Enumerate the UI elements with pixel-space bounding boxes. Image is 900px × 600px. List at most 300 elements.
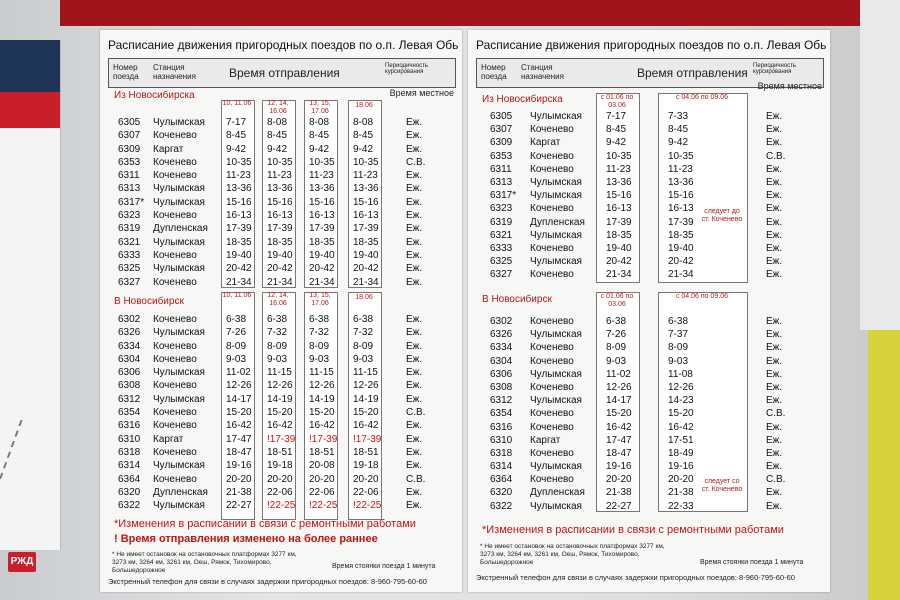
train-number: 6304 <box>490 355 513 367</box>
departure-time: !22-25 <box>309 500 338 512</box>
departure-time: 14-19 <box>353 393 379 405</box>
header-num: Номер поезда <box>113 63 139 81</box>
col-head: 10, 11.06 <box>222 292 252 299</box>
periodicity: Еж. <box>766 461 783 473</box>
departure-time: 16-42 <box>226 420 252 432</box>
table-row <box>100 341 462 354</box>
departure-time: !17-39 <box>267 433 296 445</box>
col-head: 10, 11.06 <box>222 100 252 107</box>
table-row <box>468 448 830 461</box>
train-number: 6310 <box>490 434 513 446</box>
table-row <box>100 277 462 290</box>
periodicity: Еж. <box>406 249 423 261</box>
departure-time: 9-42 <box>226 143 247 155</box>
left-sign-red-band <box>0 92 60 128</box>
destination: Коченево <box>530 421 574 433</box>
timetable-board-1 <box>100 30 462 592</box>
departure-time: 7-26 <box>606 329 627 341</box>
table-row <box>100 170 462 183</box>
departure-time: 22-27 <box>606 500 632 512</box>
departure-time: 11-15 <box>309 367 334 379</box>
destination: Коченево <box>530 269 574 281</box>
table-row <box>468 269 830 282</box>
periodicity: Еж. <box>766 137 783 149</box>
departure-time: 21-34 <box>226 276 252 288</box>
destination: Чулымская <box>530 368 582 380</box>
departure-time: 8-08 <box>353 117 374 128</box>
departure-time: 19-16 <box>226 460 252 472</box>
table-row <box>468 382 830 395</box>
train-number: 6333 <box>490 242 513 254</box>
departure-time: 21-38 <box>668 487 694 499</box>
periodicity: Еж. <box>766 329 783 341</box>
train-number: 6313 <box>118 183 141 195</box>
train-number: 6304 <box>118 353 141 365</box>
train-number: 6353 <box>490 150 513 162</box>
departure-time: 6-38 <box>309 314 330 325</box>
destination: Чулымская <box>153 196 205 208</box>
departure-time: 19-16 <box>606 461 632 473</box>
departure-time: 18-51 <box>353 446 379 458</box>
periodicity: Еж. <box>766 269 783 281</box>
red-frame <box>60 0 860 26</box>
table-row <box>468 243 830 256</box>
destination: Коченево <box>153 353 197 365</box>
destination: Чулымская <box>153 500 205 512</box>
departure-time: 8-45 <box>267 130 288 142</box>
departure-time: 17-39 <box>226 223 252 235</box>
repair-note: *Изменения в расписании в связи с ремонтными работами <box>482 524 784 536</box>
train-number: 6321 <box>118 236 141 248</box>
periodicity: Еж. <box>766 355 783 367</box>
departure-time: 11-23 <box>353 170 378 182</box>
periodicity: Еж. <box>406 380 423 392</box>
train-number: 6354 <box>490 408 513 420</box>
departure-time: 11-23 <box>267 170 292 182</box>
departure-time: 9-42 <box>267 143 288 155</box>
destination: Чулымская <box>530 190 582 202</box>
table-row <box>468 435 830 448</box>
table-row <box>468 369 830 382</box>
to-rows <box>100 314 462 513</box>
departure-time: 13-36 <box>606 176 632 188</box>
periodicity: Еж. <box>406 143 423 155</box>
departure-time: 8-09 <box>668 342 689 354</box>
table-row <box>468 190 830 203</box>
table-row <box>468 203 830 216</box>
departure-time: 13-36 <box>668 176 694 188</box>
table-row <box>100 380 462 393</box>
route-note: следует со ст. Коченево <box>701 478 743 493</box>
destination: Каргат <box>153 143 184 155</box>
table-row <box>100 197 462 210</box>
destination: Коченево <box>530 242 574 254</box>
destination: Коченево <box>530 124 574 136</box>
departure-time: 19-40 <box>668 242 694 254</box>
periodicity: Еж. <box>406 486 423 498</box>
departure-time: 10-35 <box>668 150 694 162</box>
destination: Чулымская <box>530 500 582 512</box>
table-row <box>100 157 462 170</box>
departure-time: 11-15 <box>267 367 292 379</box>
destination: Чулымская <box>153 367 205 379</box>
train-number: 6307 <box>490 124 513 136</box>
departure-time: 15-16 <box>226 196 252 208</box>
departure-time: 18-35 <box>668 229 694 241</box>
train-number: 6314 <box>118 460 141 472</box>
periodicity: Еж. <box>766 256 783 268</box>
table-row <box>100 327 462 340</box>
departure-time: 8-45 <box>226 130 247 142</box>
departure-time: 9-03 <box>606 355 627 367</box>
destination: Коченево <box>530 408 574 420</box>
periodicity: Еж. <box>766 421 783 433</box>
departure-time: 8-09 <box>309 340 330 352</box>
train-number: 6320 <box>490 487 513 499</box>
train-number: 6307 <box>118 130 141 142</box>
repair-note: *Изменения в расписании в связи с ремонтными работами <box>114 518 416 530</box>
destination: Коченево <box>153 420 197 432</box>
destination: Коченево <box>153 156 197 168</box>
periodicity: Еж. <box>766 447 783 459</box>
periodicity: Еж. <box>406 327 423 339</box>
periodicity: Еж. <box>406 446 423 458</box>
table-row <box>100 447 462 460</box>
timetable-board-2 <box>468 30 830 592</box>
col-head: 12, 14, 16.06 <box>267 100 289 115</box>
train-number: 6308 <box>490 381 513 393</box>
periodicity: Еж. <box>766 190 783 202</box>
periodicity: Еж. <box>766 229 783 241</box>
periodicity: Еж. <box>766 242 783 254</box>
departure-time: 18-47 <box>226 446 252 458</box>
departure-time: 20-42 <box>353 263 379 275</box>
departure-time: 17-47 <box>606 434 632 446</box>
periodicity: Еж. <box>406 170 423 182</box>
table-row <box>468 487 830 500</box>
departure-time: 20-20 <box>226 473 252 485</box>
periodicity: Еж. <box>766 487 783 499</box>
departure-time: 7-32 <box>267 327 288 339</box>
train-number: 6316 <box>118 420 141 432</box>
departure-time: 10-35 <box>267 156 293 168</box>
train-number: 6327 <box>490 269 513 281</box>
table-row <box>468 256 830 269</box>
departure-time: 17-47 <box>226 433 252 445</box>
destination: Каргат <box>153 433 184 445</box>
stop-time: Время стоянки поезда 1 минута <box>700 559 804 566</box>
departure-time: 18-51 <box>267 446 293 458</box>
departure-time: 11-02 <box>606 368 631 380</box>
train-number: 6334 <box>118 340 141 352</box>
departure-time: 20-42 <box>267 263 293 275</box>
periodicity: Еж. <box>406 420 423 432</box>
col-head: с 01.06 по 03.06 <box>600 293 634 308</box>
departure-time: 20-20 <box>309 473 335 485</box>
destination: Чулымская <box>153 460 205 472</box>
departure-time: 19-40 <box>226 249 252 261</box>
periodicity: С.В. <box>766 474 786 486</box>
periodicity: Еж. <box>406 367 423 379</box>
departure-time: 7-32 <box>353 327 374 339</box>
train-number: 6334 <box>490 342 513 354</box>
departure-time: 19-40 <box>606 242 632 254</box>
periodicity: С.В. <box>406 473 426 485</box>
departure-time: 9-03 <box>309 353 330 365</box>
header-period: Периодичность курсирования <box>753 63 797 75</box>
table-row <box>100 223 462 236</box>
destination: Коченево <box>153 473 197 485</box>
departure-time: 12-26 <box>226 380 252 392</box>
train-number: 6317* <box>490 190 517 202</box>
departure-time: 15-20 <box>668 408 694 420</box>
table-row <box>468 137 830 150</box>
departure-time: 19-40 <box>267 249 293 261</box>
departure-time: 8-09 <box>267 340 288 352</box>
departure-time: 9-03 <box>226 353 247 365</box>
departure-time: 15-20 <box>309 407 335 419</box>
train-number: 6308 <box>118 380 141 392</box>
table-row <box>100 183 462 196</box>
departure-time: 7-37 <box>668 329 689 341</box>
periodicity: Еж. <box>406 393 423 405</box>
table-row <box>468 111 830 124</box>
periodicity: Еж. <box>766 342 783 354</box>
destination: Чулымская <box>530 111 582 122</box>
departure-time: 14-19 <box>309 393 335 405</box>
col-head: 18.06 <box>355 102 373 109</box>
departure-time: 7-32 <box>309 327 330 339</box>
departure-time: !17-39 <box>309 433 338 445</box>
destination: Коченево <box>153 170 197 182</box>
table-row <box>100 237 462 250</box>
departure-time: 16-13 <box>353 210 379 222</box>
train-number: 6306 <box>490 368 513 380</box>
table-row <box>100 407 462 420</box>
destination: Каргат <box>530 137 561 149</box>
departure-time: 16-42 <box>309 420 335 432</box>
destination: Дупленская <box>530 216 585 228</box>
departure-time: 8-45 <box>353 130 374 142</box>
periodicity: Еж. <box>766 368 783 380</box>
departure-time: 22-06 <box>353 486 379 498</box>
departure-time: 9-03 <box>668 355 689 367</box>
departure-time: 9-03 <box>353 353 374 365</box>
departure-time: 16-13 <box>309 210 335 222</box>
train-number: 6354 <box>118 407 141 419</box>
train-number: 6364 <box>490 474 513 486</box>
departure-time: 14-19 <box>267 393 293 405</box>
table-row <box>100 367 462 380</box>
train-number: 6313 <box>490 176 513 188</box>
departure-time: 15-20 <box>353 407 379 419</box>
destination: Чулымская <box>530 329 582 341</box>
departure-time: 19-40 <box>353 249 379 261</box>
yellow-panel <box>868 330 900 600</box>
periodicity: Еж. <box>766 316 783 327</box>
departure-time: 9-42 <box>309 143 330 155</box>
departure-time: 11-23 <box>226 170 251 182</box>
table-row <box>468 356 830 369</box>
train-number: 6314 <box>490 461 513 473</box>
train-number: 6323 <box>118 210 141 222</box>
departure-time: 22-33 <box>668 500 694 512</box>
table-row <box>100 420 462 433</box>
destination: Чулымская <box>530 229 582 241</box>
departure-time: 16-42 <box>668 421 694 433</box>
destination: Коченево <box>153 249 197 261</box>
table-row <box>468 329 830 342</box>
destination: Коченево <box>530 474 574 486</box>
periodicity: С.В. <box>766 408 786 420</box>
departure-time: 18-35 <box>267 236 293 248</box>
destination: Коченево <box>153 340 197 352</box>
departure-time: 19-40 <box>309 249 335 261</box>
train-number: 6309 <box>490 137 513 149</box>
train-number: 6310 <box>118 433 141 445</box>
departure-time: 18-35 <box>309 236 335 248</box>
periodicity: Еж. <box>406 460 423 472</box>
departure-time: 8-09 <box>226 340 247 352</box>
departure-time: 18-49 <box>668 447 694 459</box>
departure-time: 15-20 <box>267 407 293 419</box>
departure-time: 6-38 <box>226 314 247 325</box>
departure-time: 13-36 <box>267 183 293 195</box>
departure-time: 17-39 <box>668 216 694 228</box>
periodicity: Еж. <box>406 276 423 288</box>
board-title: Расписание движения пригородных поездов по о.п. Левая Обь <box>108 38 459 52</box>
destination: Каргат <box>530 434 561 446</box>
table-header <box>108 58 456 88</box>
destination: Коченево <box>153 314 197 325</box>
train-number: 6305 <box>118 117 141 128</box>
train-number: 6327 <box>118 276 141 288</box>
departure-time: 18-51 <box>309 446 335 458</box>
train-number: 6322 <box>490 500 513 512</box>
periodicity: Еж. <box>406 433 423 445</box>
train-number: 6311 <box>118 170 140 182</box>
periodicity: Еж. <box>406 236 423 248</box>
train-number: 6306 <box>118 367 141 379</box>
periodicity: Еж. <box>766 395 783 407</box>
departure-time: 12-26 <box>353 380 379 392</box>
departure-time: 21-34 <box>668 269 694 281</box>
departure-time: 10-35 <box>606 150 632 162</box>
departure-time: 21-38 <box>606 487 632 499</box>
departure-time: 20-08 <box>309 460 335 472</box>
departure-time: 16-42 <box>267 420 293 432</box>
departure-time: 8-09 <box>353 340 374 352</box>
destination: Чулымская <box>530 461 582 473</box>
periodicity: Еж. <box>406 130 423 142</box>
periodicity: Еж. <box>766 124 783 136</box>
departure-time: 10-35 <box>353 156 379 168</box>
col-head: 13, 15, 17.06 <box>309 292 331 307</box>
destination: Коченево <box>153 407 197 419</box>
departure-time: 6-38 <box>353 314 374 325</box>
departure-time: 11-08 <box>668 368 693 380</box>
departure-time: 8-08 <box>309 117 330 128</box>
header-station: Станция назначения <box>153 63 196 81</box>
header-period: Периодичность курсирования <box>385 63 429 75</box>
destination: Чулымская <box>153 117 205 128</box>
periodicity: Еж. <box>406 500 423 512</box>
train-number: 6318 <box>118 446 141 458</box>
header-time: Время отправления <box>637 66 748 80</box>
departure-time: 19-18 <box>353 460 379 472</box>
departure-time: 19-18 <box>267 460 293 472</box>
table-row <box>100 314 462 327</box>
rzd-logo: РЖД <box>8 552 36 572</box>
train-number: 6311 <box>490 163 512 175</box>
periodicity: Еж. <box>766 176 783 188</box>
table-row <box>468 151 830 164</box>
periodicity: Еж. <box>406 196 423 208</box>
departure-time: 12-26 <box>668 381 694 393</box>
table-row <box>100 500 462 513</box>
departure-time: 8-45 <box>606 124 627 136</box>
train-number: 6316 <box>490 421 513 433</box>
section-from-label: Из Новосибирска <box>114 90 195 101</box>
table-row <box>100 117 462 130</box>
destination: Коченево <box>153 210 197 222</box>
train-number: 6364 <box>118 473 141 485</box>
table-row <box>468 395 830 408</box>
table-row <box>468 461 830 474</box>
departure-time: 10-35 <box>226 156 252 168</box>
destination: Чулымская <box>153 327 205 339</box>
destination: Коченево <box>153 446 197 458</box>
table-row <box>468 124 830 137</box>
destination: Коченево <box>530 447 574 459</box>
table-row <box>468 501 830 514</box>
periodicity: Еж. <box>406 340 423 352</box>
departure-time: 22-06 <box>309 486 335 498</box>
train-number: 6325 <box>490 256 513 268</box>
departure-time: 21-34 <box>309 276 335 288</box>
train-number: 6302 <box>490 316 513 327</box>
train-number: 6305 <box>490 111 513 122</box>
departure-time: !22-25 <box>353 500 382 512</box>
departure-time: 16-42 <box>606 421 632 433</box>
departure-time: 15-16 <box>309 196 335 208</box>
header-time: Время отправления <box>229 66 340 80</box>
departure-time: 18-35 <box>226 236 252 248</box>
destination: Коченево <box>153 130 197 142</box>
departure-time: 6-38 <box>267 314 288 325</box>
table-row <box>100 487 462 500</box>
departure-time: 16-13 <box>668 203 694 215</box>
departure-time: 9-03 <box>267 353 288 365</box>
train-number: 6312 <box>118 393 141 405</box>
table-row <box>100 434 462 447</box>
departure-time: 17-51 <box>668 434 694 446</box>
departure-time: 20-20 <box>668 474 694 486</box>
departure-time: 8-08 <box>267 117 288 128</box>
train-number: 6319 <box>118 223 141 235</box>
departure-time: 16-13 <box>606 203 632 215</box>
table-row <box>100 474 462 487</box>
departure-time: 13-36 <box>226 183 252 195</box>
table-row <box>100 354 462 367</box>
from-rows <box>100 117 462 290</box>
train-number: 6302 <box>118 314 141 325</box>
periodicity: Еж. <box>406 210 423 222</box>
departure-time: 7-26 <box>226 327 247 339</box>
departure-time: !22-25 <box>267 500 296 512</box>
departure-time: 20-42 <box>606 256 632 268</box>
left-sign <box>0 40 61 567</box>
